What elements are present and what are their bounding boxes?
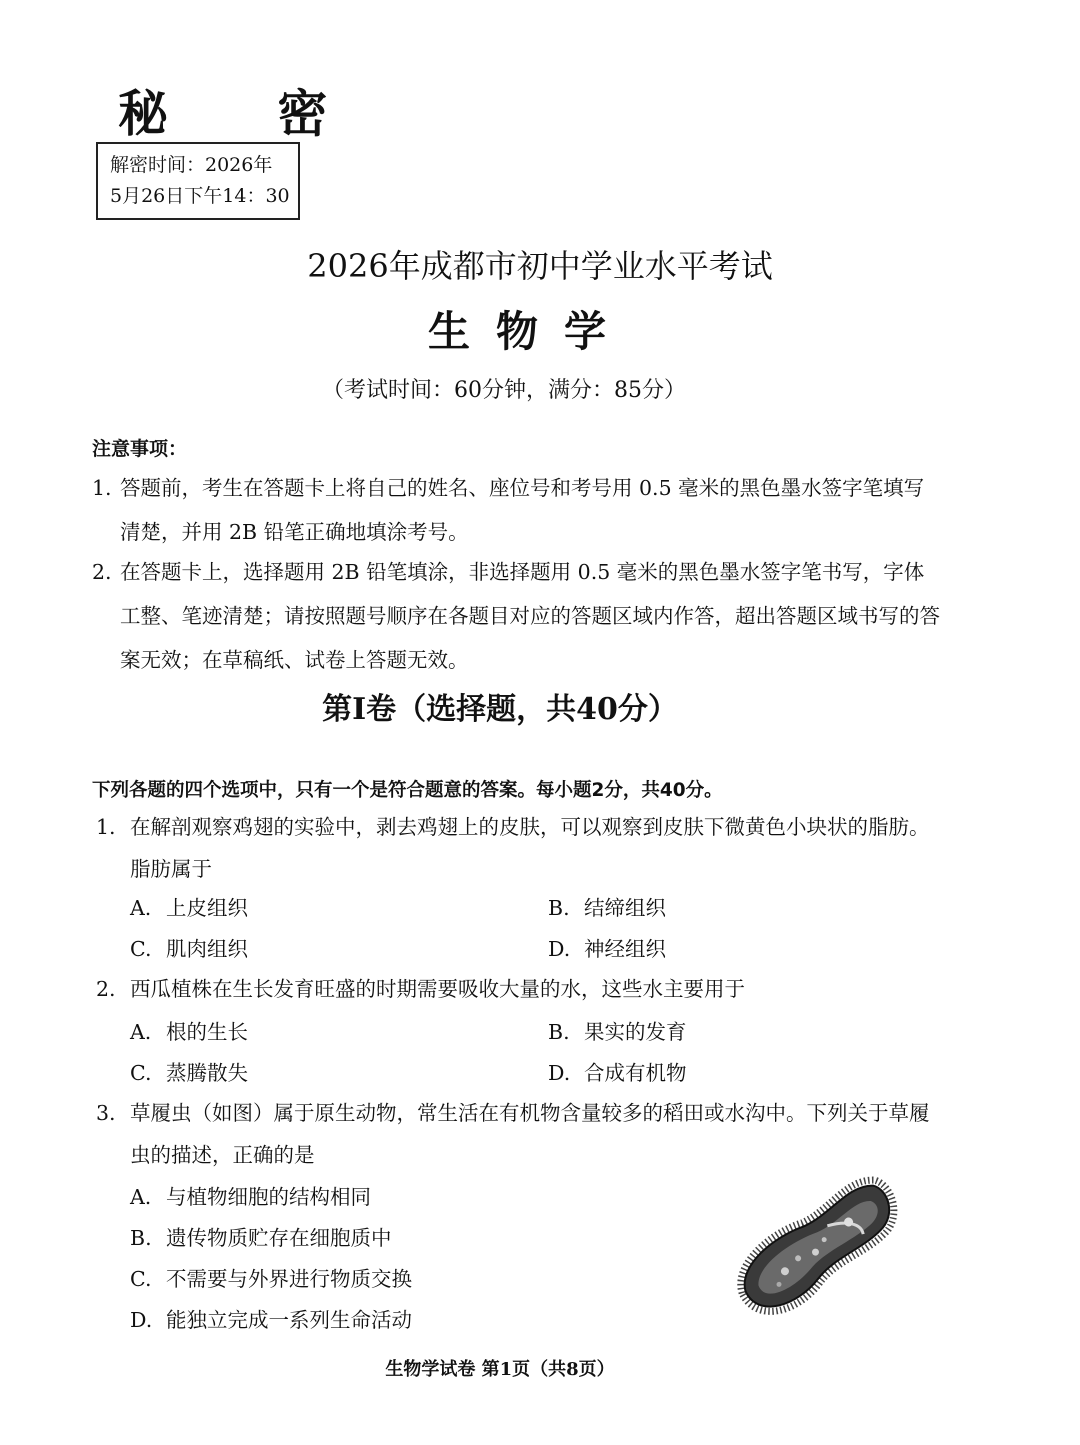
option-letter: D. [548,1061,571,1085]
notice-heading: 注意事项： [92,438,188,460]
option-a [130,1016,248,1048]
option-letter: C. [130,937,152,961]
option-letter: A. [130,896,152,920]
option-text: 结缔组织 [584,896,666,920]
section-title: 第Ⅰ卷（选择题，共40分） [322,692,678,727]
option-letter: A. [130,1185,152,1209]
option-a [130,892,248,924]
notice-item-text: 在答题卡上，选择题用 2B 铅笔填涂，非选择题用 0.5 毫米的黑色墨水签字笔书写，字体工整、笔迹清楚；请按照题号顺序在各题目对应的答题区域内作答，超出答题区域书写的答案无效；在草稿纸、试卷上答题无效。 [120,560,940,672]
question-stem [96,968,946,1010]
option-text: 与植物细胞的结构相同 [166,1185,371,1209]
question-number: 1. [96,815,116,839]
option-text: 神经组织 [584,937,666,961]
option-letter: C. [130,1061,152,1085]
secret-label: 秘 密 [118,84,374,143]
notice-item-number: 2. [92,560,112,584]
option-letter: D. [130,1308,153,1332]
section-instruction: 下列各题的四个选项中，只有一个是符合题意的答案。每小题2分，共40分。 [92,780,723,801]
exam-title: 2026年成都市初中学业水平考试 [307,247,773,285]
notice-item [92,466,942,554]
option-letter: A. [130,1020,152,1044]
option-c [130,1057,248,1089]
option-b [130,1222,392,1254]
question-number: 2. [96,977,116,1001]
option-text: 不需要与外界进行物质交换 [166,1267,412,1291]
option-c [130,1263,412,1295]
page-footer: 生物学试卷 第1页（共8页） [385,1359,615,1380]
notice-item [92,550,942,682]
option-d [130,1304,412,1336]
option-letter: D. [548,937,571,961]
option-c [130,933,248,965]
option-text: 合成有机物 [584,1061,687,1085]
question-text: 草履虫（如图）属于原生动物，常生活在有机物含量较多的稻田或水沟中。下列关于草履虫的描述，正确的是 [130,1101,930,1167]
option-text: 根的生长 [166,1020,248,1044]
question-stem [96,1092,946,1176]
option-text: 果实的发育 [584,1020,687,1044]
paramecium-figure [716,1172,912,1320]
question-stem [96,806,946,890]
subject-title: 生物学 [427,307,632,356]
option-letter: B. [548,1020,570,1044]
option-text: 蒸腾散失 [166,1061,248,1085]
option-text: 肌肉组织 [166,937,248,961]
option-letter: C. [130,1267,152,1291]
declassification-line-2: 5月26日下午14：30 [110,185,290,207]
option-b [548,1016,687,1048]
declassification-box [96,142,300,220]
declassification-line-1: 解密时间：2026年 [110,154,273,176]
option-text: 遗传物质贮存在细胞质中 [166,1226,392,1250]
option-letter: B. [130,1226,152,1250]
question-text: 在解剖观察鸡翅的实验中，剥去鸡翅上的皮肤，可以观察到皮肤下微黄色小块状的脂肪。脂肪属于 [130,815,930,881]
exam-timing: （考试时间：60分钟，满分：85分） [322,378,686,403]
option-letter: B. [548,896,570,920]
option-d [548,933,666,965]
option-b [548,892,666,924]
question-text: 西瓜植株在生长发育旺盛的时期需要吸收大量的水，这些水主要用于 [130,977,745,1001]
option-d [548,1057,687,1089]
option-text: 上皮组织 [166,896,248,920]
notice-item-text: 答题前，考生在答题卡上将自己的姓名、座位号和考号用 0.5 毫米的黑色墨水签字笔填写清楚，并用 2B 铅笔正确地填涂考号。 [120,476,925,544]
option-a [130,1181,371,1213]
notice-item-number: 1. [92,476,112,500]
option-text: 能独立完成一系列生命活动 [166,1308,412,1332]
question-number: 3. [96,1101,116,1125]
